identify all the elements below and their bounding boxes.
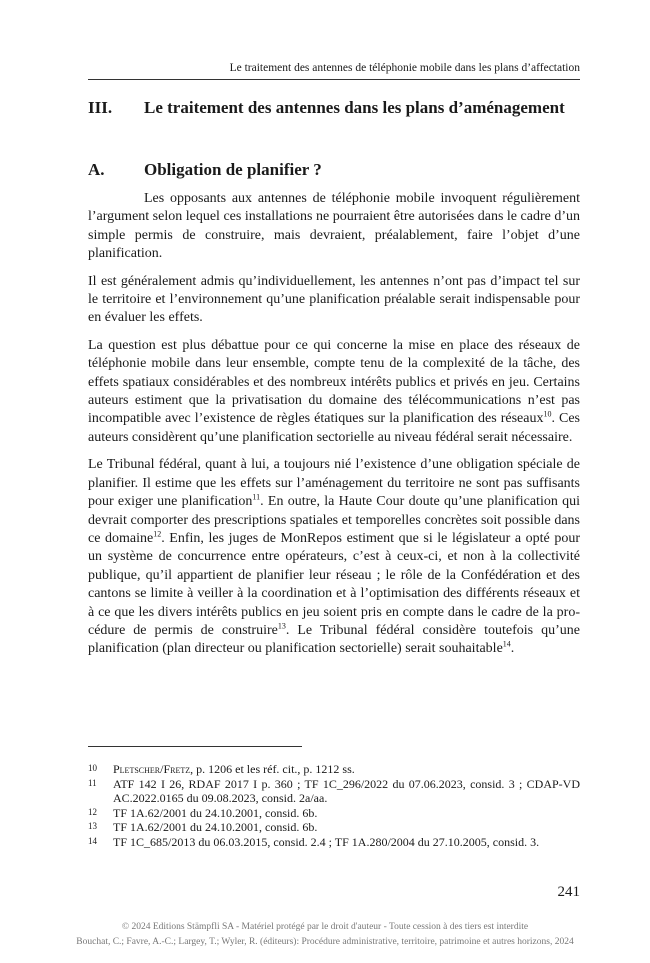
footnote-number: 12	[88, 806, 97, 817]
paragraph-4-text-e: .	[510, 641, 515, 657]
copyright-line-1: © 2024 Editions Stämpfli SA - Matériel protégé par le droit d'auteur - Toute cession à des tiers est interdite	[121, 922, 529, 932]
body-text	[88, 190, 580, 668]
footnote-text	[113, 762, 580, 777]
subsection-number: A.	[88, 160, 105, 179]
footnote-divider	[88, 746, 302, 747]
footnote-body: TF 1A.62/2001 du 24.10.2001, consid. 6b.	[113, 805, 318, 820]
footnote-number: 11	[88, 777, 97, 788]
footnote	[88, 820, 580, 835]
footnote-ref-12[interactable]: 12	[153, 529, 162, 539]
footnote-body: TF 1A.62/2001 du 24.10.2001, consid. 6b.	[113, 820, 318, 835]
footnote-number: 10	[88, 763, 97, 773]
running-header: Le traitement des antennes de téléphonie mobile dans les plans d’affectation	[88, 61, 580, 80]
footnote-ref-11[interactable]: 11	[252, 492, 261, 502]
subsection-title: Obligation de planifier ?	[144, 160, 322, 179]
paragraph-4-text-c: . Enfin, les juges de MonRepos estiment que si le législateur a opté pour un système de concurrence entre opérateurs, c’est à ceux-ci, et non à la collectivité publique, qu’il appartient de planifier leur réseau ; le rôle de la Confédération et des cantons se limite à veiller à la coordination et à l’optimisation des différents réseaux et à ce que les divers intérêts publics en jeu soient pris en compte dans le cadre de la procédure de permis de construire	[88, 530, 580, 638]
footnotes	[88, 762, 580, 850]
paragraph-3-text-a: La question est plus débattue pour ce qui concerne la mise en place des réseaux de téléphonie mobile dans leur ensemble, compte tenu de la complexité de la tâche, des effets spatiaux considérables et des nombreux intérêts publics et privés en jeu. Certains auteurs estiment que la privatisation du domaine des télécommunications n’est pas incompatible avec l’existence de règles étatiques sur la planification des réseaux	[88, 337, 580, 427]
section-number: III.	[88, 98, 113, 117]
footnote	[88, 806, 580, 821]
footnote	[88, 835, 580, 850]
footnote	[88, 762, 580, 777]
footnote-body: , p. 1206 et les réf. cit., p. 1212 ss.	[190, 762, 355, 776]
paragraph-4	[88, 456, 580, 658]
section-title: Le traitement des antennes dans les plans d’aménagement	[144, 98, 565, 117]
paragraph-3	[88, 337, 580, 447]
paragraph-3-text-b: . Ces auteurs considèrent qu’une planification sectorielle au niveau fédéral serait nécessaire.	[88, 411, 580, 445]
footnote-ref-13[interactable]: 13	[277, 621, 286, 631]
section-heading	[88, 97, 580, 119]
footnote-ref-10[interactable]: 10	[543, 409, 552, 419]
footnote-body: TF 1C_685/2013 du 06.03.2015, consid. 2.4 ; TF 1A.280/2004 du 27.10.2005, consid. 3.	[113, 834, 540, 849]
footnote-body: ATF 142 I 26, RDAF 2017 I p. 360 ; TF 1C_296/2022 du 07.06.2023, consid. 3 ; CDAP-VD AC.2022.0165 du 09.08.2023, consid. 2a/aa.	[113, 776, 580, 806]
copyright-notice	[0, 920, 650, 950]
footnote	[88, 777, 580, 806]
footnote-number: 14	[88, 835, 97, 846]
copyright-line-2: Bouchat, C.; Favre, A.-C.; Largey, T.; Wyler, R. (éditeurs): Procédure administrative, territoire, patrimoine et autres horizons, 2024	[76, 937, 574, 947]
paragraph-4-text-a: Le Tribunal fédéral, quant à lui, a toujours nié l’existence d’une obligation spéciale de planifier. Il estime que les effets sur l’aménagement du territoire ne sont pas suffisants pour exiger une planification	[88, 457, 580, 510]
subsection-heading	[88, 159, 580, 181]
paragraph-4-text-b: . En outre, la Haute Cour doute qu’une planification qui devrait comporter des prescriptions spatiales et temporelles concrètes soit possible dans ce domaine	[88, 494, 580, 546]
footnote-number: 13	[88, 821, 97, 832]
page-number: 241	[557, 884, 580, 900]
paragraph-2: Il est généralement admis qu’individuellement, les antennes n’ont pas d’impact tel sur le territoire et l’environnement qu’une planification préalable serait indispensable pour en évaluer les effets.	[88, 273, 580, 326]
footnote-ref-14[interactable]: 14	[502, 639, 511, 649]
paragraph-4-text-d: . Le Tribunal fédéral considère toutefois qu’une planification (plan directeur ou planification sectorielle) serait souhaitable	[88, 622, 580, 657]
footnote-author: Pletscher/Fretz	[113, 762, 191, 776]
paragraph-1: Les opposants aux antennes de téléphonie mobile invoquent régulièrement l’argument selon lequel ces installations ne pourraient être autorisées dans le cadre d’un simple permis de construire, mais devraient, préalablement, faire l’objet d’une planification.	[88, 191, 580, 262]
